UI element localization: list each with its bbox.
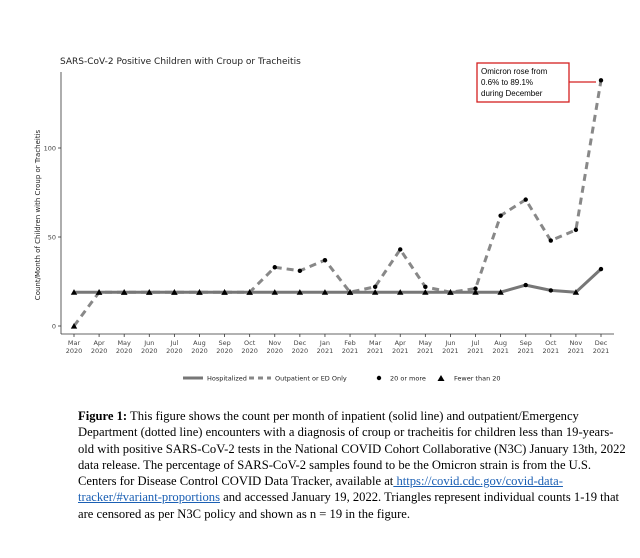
legend-triangle-marker bbox=[438, 375, 445, 381]
point-hospitalized bbox=[599, 267, 603, 271]
x-tick-year: 2020 bbox=[191, 347, 208, 355]
x-tick-year: 2021 bbox=[366, 347, 384, 355]
x-tick-year: 2021 bbox=[592, 347, 610, 355]
point-outpatient bbox=[273, 265, 277, 269]
legend-outpatient-label: Outpatient or ED Only bbox=[275, 374, 347, 383]
x-tick-month: Feb bbox=[344, 339, 356, 347]
x-tick-year: 2020 bbox=[141, 347, 158, 355]
x-tick-year: 2021 bbox=[442, 347, 459, 355]
caption-link[interactable]: https://covid.cdc.gov/covid-data-tracker/#variant-proportions bbox=[78, 474, 563, 505]
x-ticks bbox=[66, 334, 610, 355]
figure-caption bbox=[78, 408, 626, 522]
x-tick-year: 2020 bbox=[241, 347, 258, 355]
x-tick-year: 2021 bbox=[492, 347, 509, 355]
point-outpatient bbox=[398, 247, 402, 251]
x-tick-year: 2021 bbox=[316, 347, 334, 355]
series-line-hospitalized bbox=[74, 269, 601, 292]
annotation-line-2: 0.6% to 89.1% bbox=[481, 78, 534, 87]
caption-text-2: and accessed January 19, 2022. Triangles represent individual counts 1-19 that are censored as per N3C policy and shown as n = 19 in the figure. bbox=[78, 490, 620, 521]
point-outpatient bbox=[549, 238, 553, 242]
chart-title: SARS-CoV-2 Positive Children with Croup or Tracheitis bbox=[60, 57, 301, 67]
x-tick-month: Aug bbox=[193, 339, 206, 347]
x-tick-month: Jul bbox=[471, 339, 480, 347]
point-outpatient bbox=[498, 213, 502, 217]
x-tick-year: 2021 bbox=[391, 347, 409, 355]
legend-hospitalized-label: Hospitalized bbox=[207, 374, 247, 383]
annotation bbox=[477, 63, 596, 102]
x-tick-month: Apr bbox=[394, 339, 406, 347]
x-tick-year: 2021 bbox=[517, 347, 534, 355]
point-outpatient bbox=[574, 228, 578, 232]
y-tick-label: 50 bbox=[47, 233, 56, 242]
x-tick-month: Jul bbox=[170, 339, 179, 347]
series-line-outpatient bbox=[74, 80, 601, 326]
caption-text-1: This figure shows the count per month of inpatient (solid line) and outpatient/Emergency Department (dotted line) encounters with a diagnosis of croup or tracheitis for children less than 19-years-old with positive SARS-CoV-2 tests in the National COVID Cohort Collaborative (N3C) January 13th, 2022 data release. The percentage of SARS-CoV-2 samples found to be the Omicron strain is from the U.S. Centers for Disease Control COVID Data Tracker, available at bbox=[78, 409, 626, 489]
series-layer bbox=[74, 80, 601, 326]
x-tick-month: May bbox=[418, 339, 433, 347]
x-tick-year: 2020 bbox=[216, 347, 233, 355]
x-tick-year: 2020 bbox=[166, 347, 183, 355]
x-tick-month: Nov bbox=[268, 339, 282, 347]
point-hospitalized bbox=[549, 288, 553, 292]
x-tick-year: 2021 bbox=[542, 347, 560, 355]
point-outpatient bbox=[323, 258, 327, 262]
x-tick-month: Apr bbox=[93, 339, 105, 347]
x-tick-year: 2020 bbox=[291, 347, 309, 355]
x-tick-year: 2020 bbox=[266, 347, 284, 355]
x-tick-year: 2021 bbox=[341, 347, 359, 355]
x-tick-month: Dec bbox=[594, 339, 608, 347]
legend-dot-marker bbox=[377, 376, 381, 380]
x-tick-month: Oct bbox=[545, 339, 557, 347]
point-hospitalized bbox=[524, 283, 528, 287]
x-tick-month: Jun bbox=[445, 339, 456, 347]
legend-triangle-label: Fewer than 20 bbox=[454, 374, 501, 383]
point-outpatient bbox=[599, 78, 603, 82]
annotation-line-1: Omicron rose from bbox=[481, 67, 548, 76]
x-tick-month: Aug bbox=[494, 339, 507, 347]
point-outpatient bbox=[524, 197, 528, 201]
y-axis-title: Count/Month of Children with Croup or Tracheitis bbox=[34, 129, 42, 301]
y-ticks bbox=[44, 144, 61, 330]
annotation-line-3: during December bbox=[481, 89, 543, 98]
caption-label: Figure 1: bbox=[78, 409, 128, 423]
x-tick-month: May bbox=[117, 339, 131, 347]
x-tick-month: Jun bbox=[144, 339, 155, 347]
x-tick-month: Sep bbox=[519, 339, 532, 347]
point-outpatient bbox=[298, 269, 302, 273]
x-tick-year: 2020 bbox=[90, 347, 108, 355]
x-tick-year: 2020 bbox=[115, 347, 133, 355]
y-tick-label: 100 bbox=[43, 144, 56, 153]
x-tick-month: Sep bbox=[218, 339, 231, 347]
x-tick-month: Jan bbox=[319, 339, 330, 347]
x-tick-month: Mar bbox=[369, 339, 382, 347]
x-tick-year: 2021 bbox=[467, 347, 484, 355]
legend-dot-label: 20 or more bbox=[390, 374, 426, 383]
legend bbox=[183, 375, 501, 383]
x-tick-month: Dec bbox=[293, 339, 307, 347]
point-outpatient bbox=[423, 285, 427, 289]
x-tick-year: 2020 bbox=[65, 347, 83, 355]
x-tick-year: 2021 bbox=[567, 347, 585, 355]
y-tick-label: 0 bbox=[51, 322, 56, 331]
x-tick-month: Oct bbox=[244, 339, 256, 347]
point-outpatient bbox=[373, 285, 377, 289]
x-tick-month: Mar bbox=[67, 339, 81, 347]
x-tick-year: 2021 bbox=[417, 347, 434, 355]
x-tick-month: Nov bbox=[569, 339, 583, 347]
